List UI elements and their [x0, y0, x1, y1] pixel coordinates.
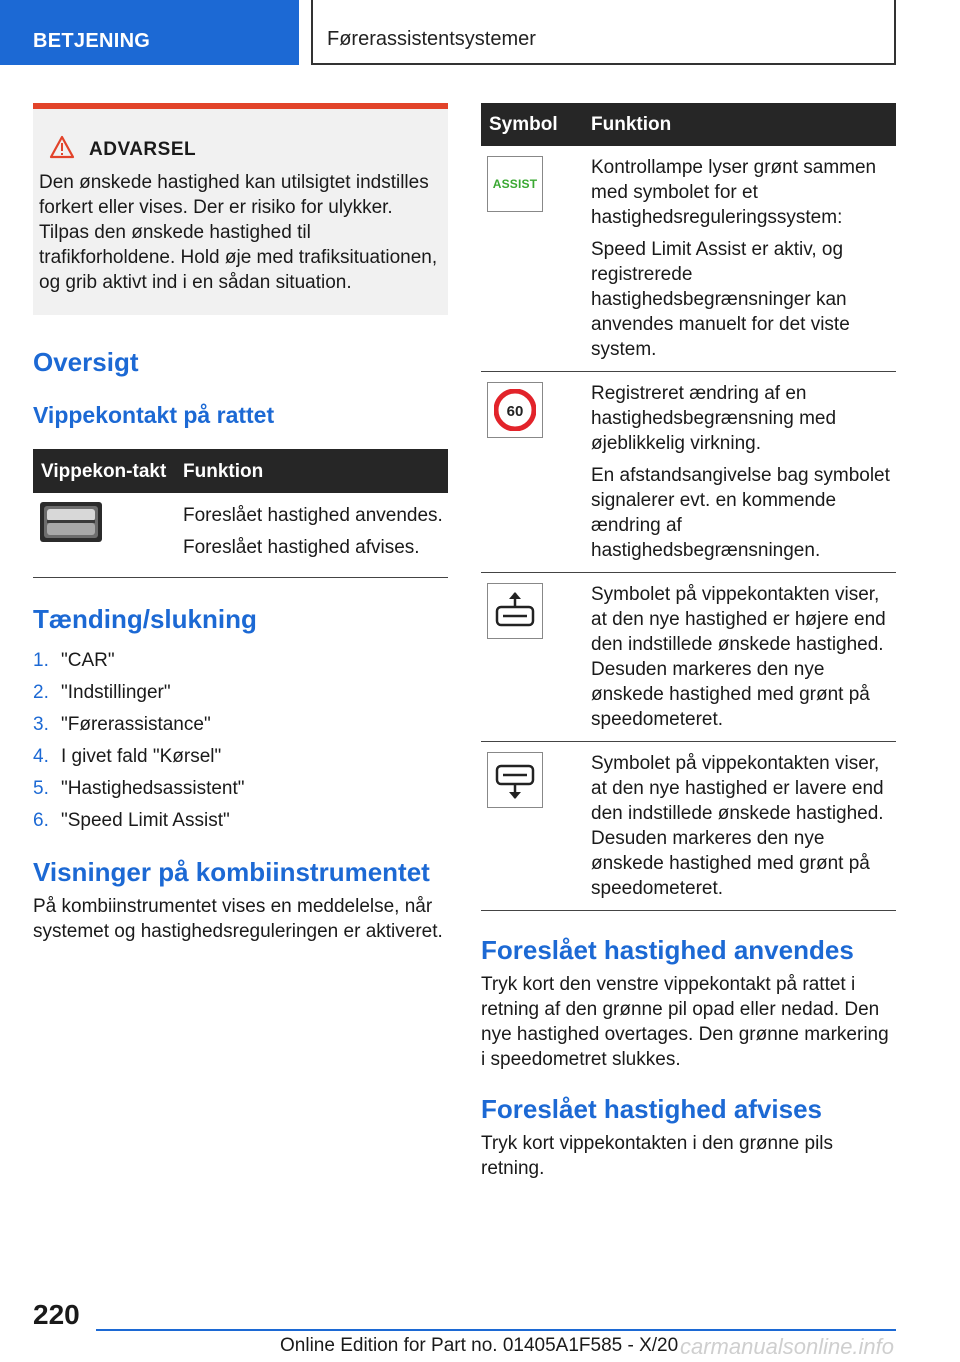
function-cell	[175, 493, 448, 578]
symbol-cell	[481, 742, 583, 911]
steps-list	[33, 645, 448, 837]
column-header-funktion: Funktion	[583, 103, 896, 146]
list-item	[33, 741, 448, 773]
rocker-switch-icon	[39, 527, 103, 548]
speed-limit-value: 60	[506, 403, 524, 420]
list-item	[33, 773, 448, 805]
section-tab: BETJENING	[0, 0, 299, 65]
step-text: "Hastighedsassistent"	[61, 778, 245, 799]
assist-icon-label: ASSIST	[492, 176, 538, 191]
list-item	[33, 645, 448, 677]
step-number: 4.	[33, 746, 49, 767]
chapter-title: Førerassistentsystemer	[311, 0, 896, 65]
page-number: 220	[33, 1299, 80, 1330]
symbol-cell	[481, 372, 583, 573]
column-header-symbol: Symbol	[481, 103, 583, 146]
step-text: "Speed Limit Assist"	[61, 810, 230, 831]
list-item	[33, 709, 448, 741]
function-line-apply: Foreslået hastighed anvendes.	[183, 505, 443, 526]
heading-vippekontakt: Vippekontakt på rattet	[33, 402, 275, 428]
function-text: Speed Limit Assist er aktiv, og registrerede hastighedsbegrænsninger kan anvendes manuelt for det viste system.	[591, 239, 850, 360]
step-text: I givet fald "Kørsel"	[61, 746, 222, 767]
function-text: Symbolet på vippekontakten viser, at den nye hastighed er lavere end den indstillede ønskede hastighed. Desuden markeres den nye ønskede hastighed med grønt på speedometeret.	[591, 753, 884, 899]
table-row	[481, 742, 896, 911]
function-text: Kontrollampe lyser grønt sammen med symbolet for et hastighedsreguleringssystem:	[591, 157, 877, 228]
symbol-cell	[481, 573, 583, 742]
rocker-up-icon	[487, 583, 543, 639]
rocker-switch-cell	[33, 493, 175, 578]
heading-oversigt: Oversigt	[33, 347, 139, 377]
list-item	[33, 677, 448, 709]
step-number: 5.	[33, 778, 49, 799]
left-column	[33, 103, 448, 944]
footer-watermark: carmanualsonline.info	[680, 1334, 895, 1359]
table-row	[33, 493, 448, 578]
footer-edition: Online Edition for Part no. 01405A1F585 - X/20	[280, 1335, 679, 1356]
heading-visninger: Visninger på kombiinstrumentet	[33, 857, 430, 887]
rocker-switch-table	[33, 449, 448, 578]
heading-taending: Tænding/slukning	[33, 604, 257, 634]
warning-title: ADVARSEL	[89, 138, 197, 160]
step-number: 3.	[33, 714, 49, 735]
footer-divider	[96, 1329, 896, 1331]
function-text: En afstandsangivelse bag symbolet signalerer evt. en kommende ændring af hastighedsbegrænsningen.	[591, 465, 890, 561]
function-text: Registreret ændring af en hastighedsbegrænsning med øjeblikkelig virkning.	[591, 383, 837, 454]
table-row	[481, 372, 896, 573]
table-row	[481, 573, 896, 742]
step-text: "Førerassistance"	[61, 714, 211, 735]
warning-triangle-icon	[49, 135, 75, 164]
symbol-cell	[481, 146, 583, 372]
function-line-reject: Foreslået hastighed afvises.	[183, 537, 420, 558]
anvendes-text: Tryk kort den venstre vippekontakt på rattet i retning af den grønne pil opad eller nedad. Den nye hastighed overtages. Den grønne markering i speedometret slukkes.	[481, 974, 889, 1070]
step-number: 1.	[33, 650, 49, 671]
column-header-funktion: Funktion	[175, 449, 448, 493]
function-text: Symbolet på vippekontakten viser, at den nye hastighed er højere end den indstillede ønskede hastighed. Desuden markeres den nye ønskede hastighed med grønt på speedometeret.	[591, 584, 886, 730]
step-text: "Indstillinger"	[61, 682, 171, 703]
warning-box	[33, 103, 448, 315]
heading-afvises: Foreslået hastighed afvises	[481, 1094, 823, 1124]
column-header-vippekontakt: Vippekon-takt	[33, 449, 175, 493]
function-cell	[583, 573, 896, 742]
function-cell	[583, 146, 896, 372]
rocker-down-icon	[487, 752, 543, 808]
step-text: "CAR"	[61, 650, 115, 671]
speed-limit-sign-icon	[487, 382, 543, 438]
table-row	[481, 146, 896, 372]
step-number: 6.	[33, 810, 49, 831]
symbol-table	[481, 103, 896, 911]
warning-header	[39, 135, 440, 164]
visninger-text: På kombiinstrumentet vises en meddelelse, når systemet og hastighedsreguleringen er aktiveret.	[33, 896, 443, 942]
heading-anvendes: Foreslået hastighed anvendes	[481, 935, 854, 965]
function-cell	[583, 742, 896, 911]
list-item	[33, 805, 448, 837]
right-column	[481, 103, 896, 1181]
warning-text: Den ønskede hastighed kan utilsigtet indstilles forkert eller vises. Der er risiko for ulykker. Tilpas den ønskede hastighed til trafikforholdene. Hold øje med trafiksituationen, og grib aktivt ind i en sådan situation.	[39, 172, 438, 293]
step-number: 2.	[33, 682, 49, 703]
assist-icon	[487, 156, 543, 212]
afvises-text: Tryk kort vippekontakten i den grønne pils retning.	[481, 1133, 834, 1179]
function-cell	[583, 372, 896, 573]
